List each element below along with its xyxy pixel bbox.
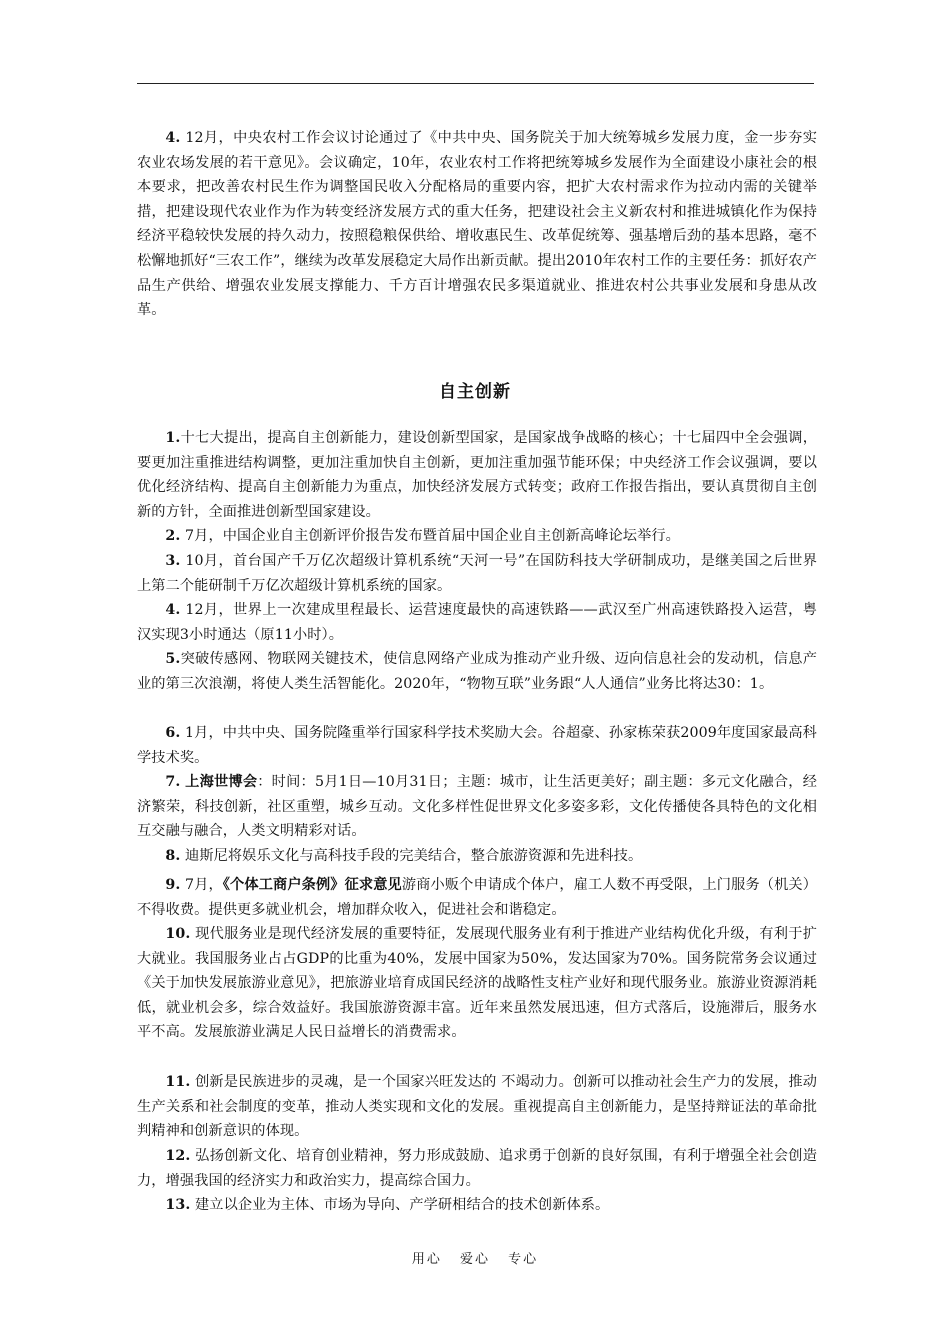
item-4 (137, 598, 817, 647)
item-number: 6. (165, 725, 181, 741)
item-11 (137, 1070, 817, 1144)
item-text: 游商小贩个申请成个体户，雇工人数不再受限，上门服务（机关）不得收费。提供更多就业机会，增加群众收入，促进社会和谐稳定。 (137, 877, 817, 918)
item-text: 12月，世界上一次建成里程最长、运营速度最快的高速铁路——武汉至广州高速铁路投入运营，粤汉实现3小时通达（原11小时）。 (137, 602, 817, 643)
item-number: 10. (165, 926, 191, 942)
item-text: 7月，中国企业自主创新评价报告发布暨首届中国企业自主创新高峰论坛举行。 (185, 528, 680, 544)
item-8 (137, 844, 817, 869)
item-13 (137, 1193, 817, 1218)
item-bold-title: 《个体工商户条例》征求意见 (222, 877, 402, 893)
item-9 (137, 873, 817, 922)
item-text: 1月，中共中央、国务院隆重举行国家科学技术奖励大会。谷超豪、孙家栋荣获2009年度国家最高科学技术奖。 (137, 725, 817, 766)
item-number: 13. (165, 1197, 191, 1213)
item-text: 创新是民族进步的灵魂，是一个国家兴旺发达的 不竭动力。创新可以推动社会生产力的发展，推动生产关系和社会制度的变革，推动人类实现和文化的发展。重视提高自主创新能力，是坚持辩证法的革命批判精神和创新意识的体现。 (137, 1074, 817, 1140)
item-number: 5. (165, 651, 181, 667)
header-rule (137, 83, 814, 84)
item-text: 10月，首台国产千万亿次超级计算机系统“天河一号”在国防科技大学研制成功，是继美国之后世界上第二个能研制千万亿次超级计算机系统的国家。 (137, 553, 817, 594)
item-10 (137, 922, 817, 1045)
page-footer: 用心 爱心 专心 (411, 1252, 539, 1267)
item-text: 现代服务业是现代经济发展的重要特征，发展现代服务业有利于推进产业结构优化升级，有利于扩大就业。我国服务业占占GDP的比重为40%，发展中国家为50%，发达国家为70%。国务院常务会议通过《关于加快发展旅游业意见》，把旅游业培育成国民经济的战略性支柱产业好和现代服务业。旅游业资源消耗低，就业机会多，综合效益好。我国旅游资源丰富。近年来虽然发展迅速，但方式落后，设施滞后，服务水平不高。发展旅游业满足人民日益增长的消费需求。 (137, 926, 817, 1041)
paragraph-agri-4 (137, 126, 817, 323)
item-number: 11. (165, 1074, 191, 1090)
item-text: 建立以企业为主体、市场为导向、产学研相结合的技术创新体系。 (195, 1197, 610, 1213)
item-text: ：时间：5月1日—10月31日；主题：城市，让生活更美好；副主题：多元文化融合，经济繁荣，科技创新，社区重塑，城乡互动。文化多样性促世界文化多姿多彩，文化传播使各具特色的文化相互交融与融合，人类文明精彩对话。 (137, 774, 817, 840)
item-pre: 7月， (185, 877, 223, 893)
item-number: 8. (165, 848, 181, 864)
section-title: 自主创新 (439, 382, 511, 402)
item-12 (137, 1144, 817, 1193)
item-6 (137, 721, 817, 770)
paragraph-text: 12月，中央农村工作会议讨论通过了《中共中央、国务院关于加大统筹城乡发展力度，金一步夯实农业农场发展的若干意见》。会议确定，10年，农业农村工作将把统筹城乡发展作为全面建设小康社会的根本要求，把改善农村民生作为调整国民收入分配格局的重要内容，把扩大农村需求作为拉动内需的关键举措，把建设现代农业作为作为转变经济发展方式的重大任务，把建设社会主义新农村和推进城镇化作为保持经济平稳较快发展的持久动力，按照稳粮保供给、增收惠民生、改革促统筹、强基增后劲的基本思路，毫不松懈地抓好“三农工作”，继续为改革发展稳定大局作出新贡献。提出2010年农村工作的主要任务：抓好农产品生产供给、增强农业发展支撑能力、千方百计增强农民多渠道就业、推进农村公共事业发展和身患从改革。 (137, 130, 817, 319)
item-text: 突破传感网、物联网关键技术，使信息网络产业成为推动产业升级、迈向信息社会的发动机，信息产业的第三次浪潮，将使人类生活智能化。2020年，“物物互联”业务跟“人人通信”业务比将达30：1。 (137, 651, 817, 692)
item-number: 9. (165, 877, 181, 893)
item-number: 2. (165, 528, 181, 544)
item-number: 1. (165, 430, 181, 446)
item-text: 迪斯尼将娱乐文化与高科技手段的完美结合，整合旅游资源和先进科技。 (185, 848, 643, 864)
item-number: 7. (165, 774, 181, 790)
item-number: 12. (165, 1148, 191, 1164)
item-text: 十七大提出，提高自主创新能力，建设创新型国家，是国家战争战略的核心；十七届四中全会强调，要更加注重推进结构调整，更加注重加快自主创新，更加注重加强节能环保；中央经济工作会议强调，要以优化经济结构、提高自主创新能力为重点，加快经济发展方式转变；政府工作报告指出，要认真贯彻自主创新的方针，全面推进创新型国家建设。 (137, 430, 817, 520)
item-number: 4. (165, 602, 181, 618)
item-2 (137, 524, 817, 549)
item-number: 3. (165, 553, 181, 569)
item-7 (137, 770, 817, 844)
item-text: 弘扬创新文化、培育创业精神，努力形成鼓励、追求勇于创新的良好氛围，有利于增强全社会创造力，增强我国的经济实力和政治实力，提高综合国力。 (137, 1148, 817, 1189)
item-5 (137, 647, 817, 696)
item-1 (137, 426, 817, 524)
item-3 (137, 549, 817, 598)
item-bold-title: 上海世博会 (185, 774, 258, 790)
item-number: 4. (165, 130, 181, 146)
